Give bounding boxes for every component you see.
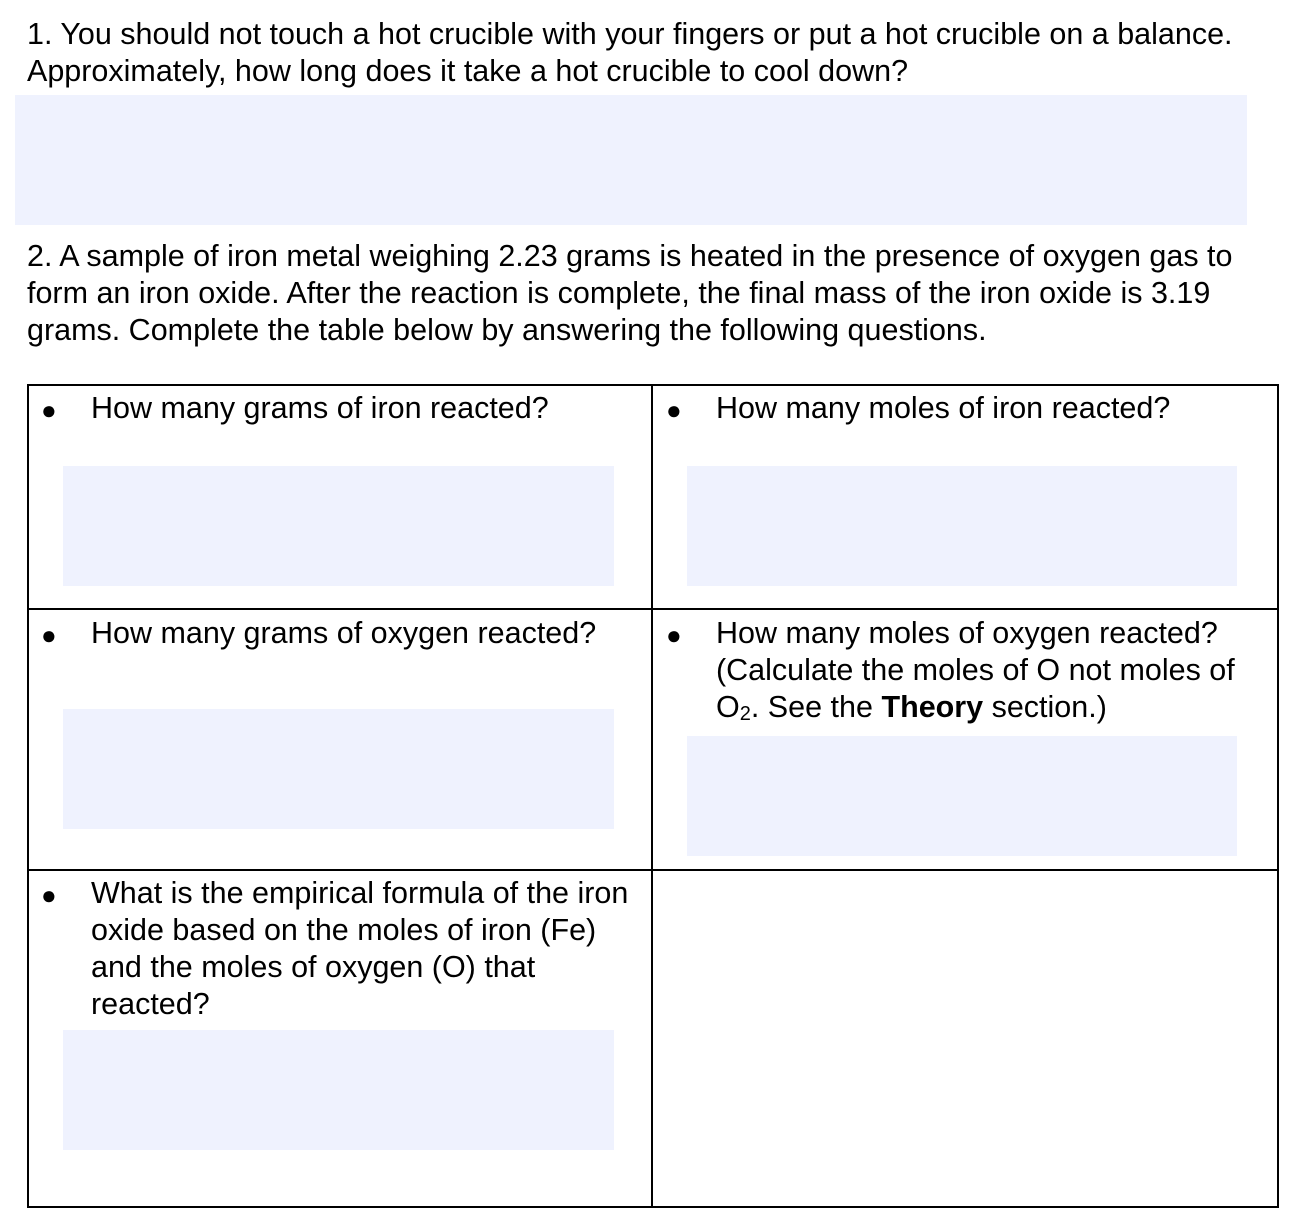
grams-oxygen-answer-field[interactable]	[63, 709, 614, 829]
bullet-icon: ●	[41, 880, 57, 910]
subscript-2: 2	[739, 703, 751, 725]
empirical-formula-answer-field[interactable]	[63, 1030, 614, 1150]
grams-iron-question: How many grams of iron reacted?	[91, 391, 549, 425]
table-column-divider	[651, 384, 653, 1208]
table-row-divider	[27, 869, 1279, 871]
moles-iron-question: How many moles of iron reacted?	[716, 391, 1171, 425]
bullet-icon: ●	[666, 395, 682, 425]
bullet-icon: ●	[666, 620, 682, 650]
question-1-answer-field[interactable]	[15, 95, 1247, 225]
moles-oxygen-question: How many moles of oxygen reacted? (Calculate the moles of O not moles of $O_2$. See the Theory section.)	[716, 616, 1235, 725]
empirical-formula-question: What is the empirical formula of the iron oxide based on the moles of iron (Fe) and the moles of oxygen (O) that reacted?	[91, 876, 629, 1021]
grams-iron-answer-field[interactable]	[63, 466, 614, 586]
question-2-text: 2. A sample of iron metal weighing 2.23 grams is heated in the presence of oxygen gas to form an iron oxide. After the reaction is complete, the final mass of the iron oxide is 3.19 grams. Complete the table below by answering the following questions.	[27, 239, 1233, 347]
grams-oxygen-question: How many grams of oxygen reacted?	[91, 616, 597, 650]
question-1-text: 1. You should not touch a hot crucible with your fingers or put a hot crucible on a balance. Approximately, how long does it take a hot crucible to cool down?	[27, 17, 1233, 88]
table-row-divider	[27, 608, 1279, 610]
moles-iron-answer-field[interactable]	[687, 466, 1237, 586]
theory-bold-text: Theory	[881, 690, 984, 724]
bullet-icon: ●	[41, 620, 57, 650]
bullet-icon: ●	[41, 395, 57, 425]
moles-oxygen-answer-field[interactable]	[687, 736, 1237, 856]
